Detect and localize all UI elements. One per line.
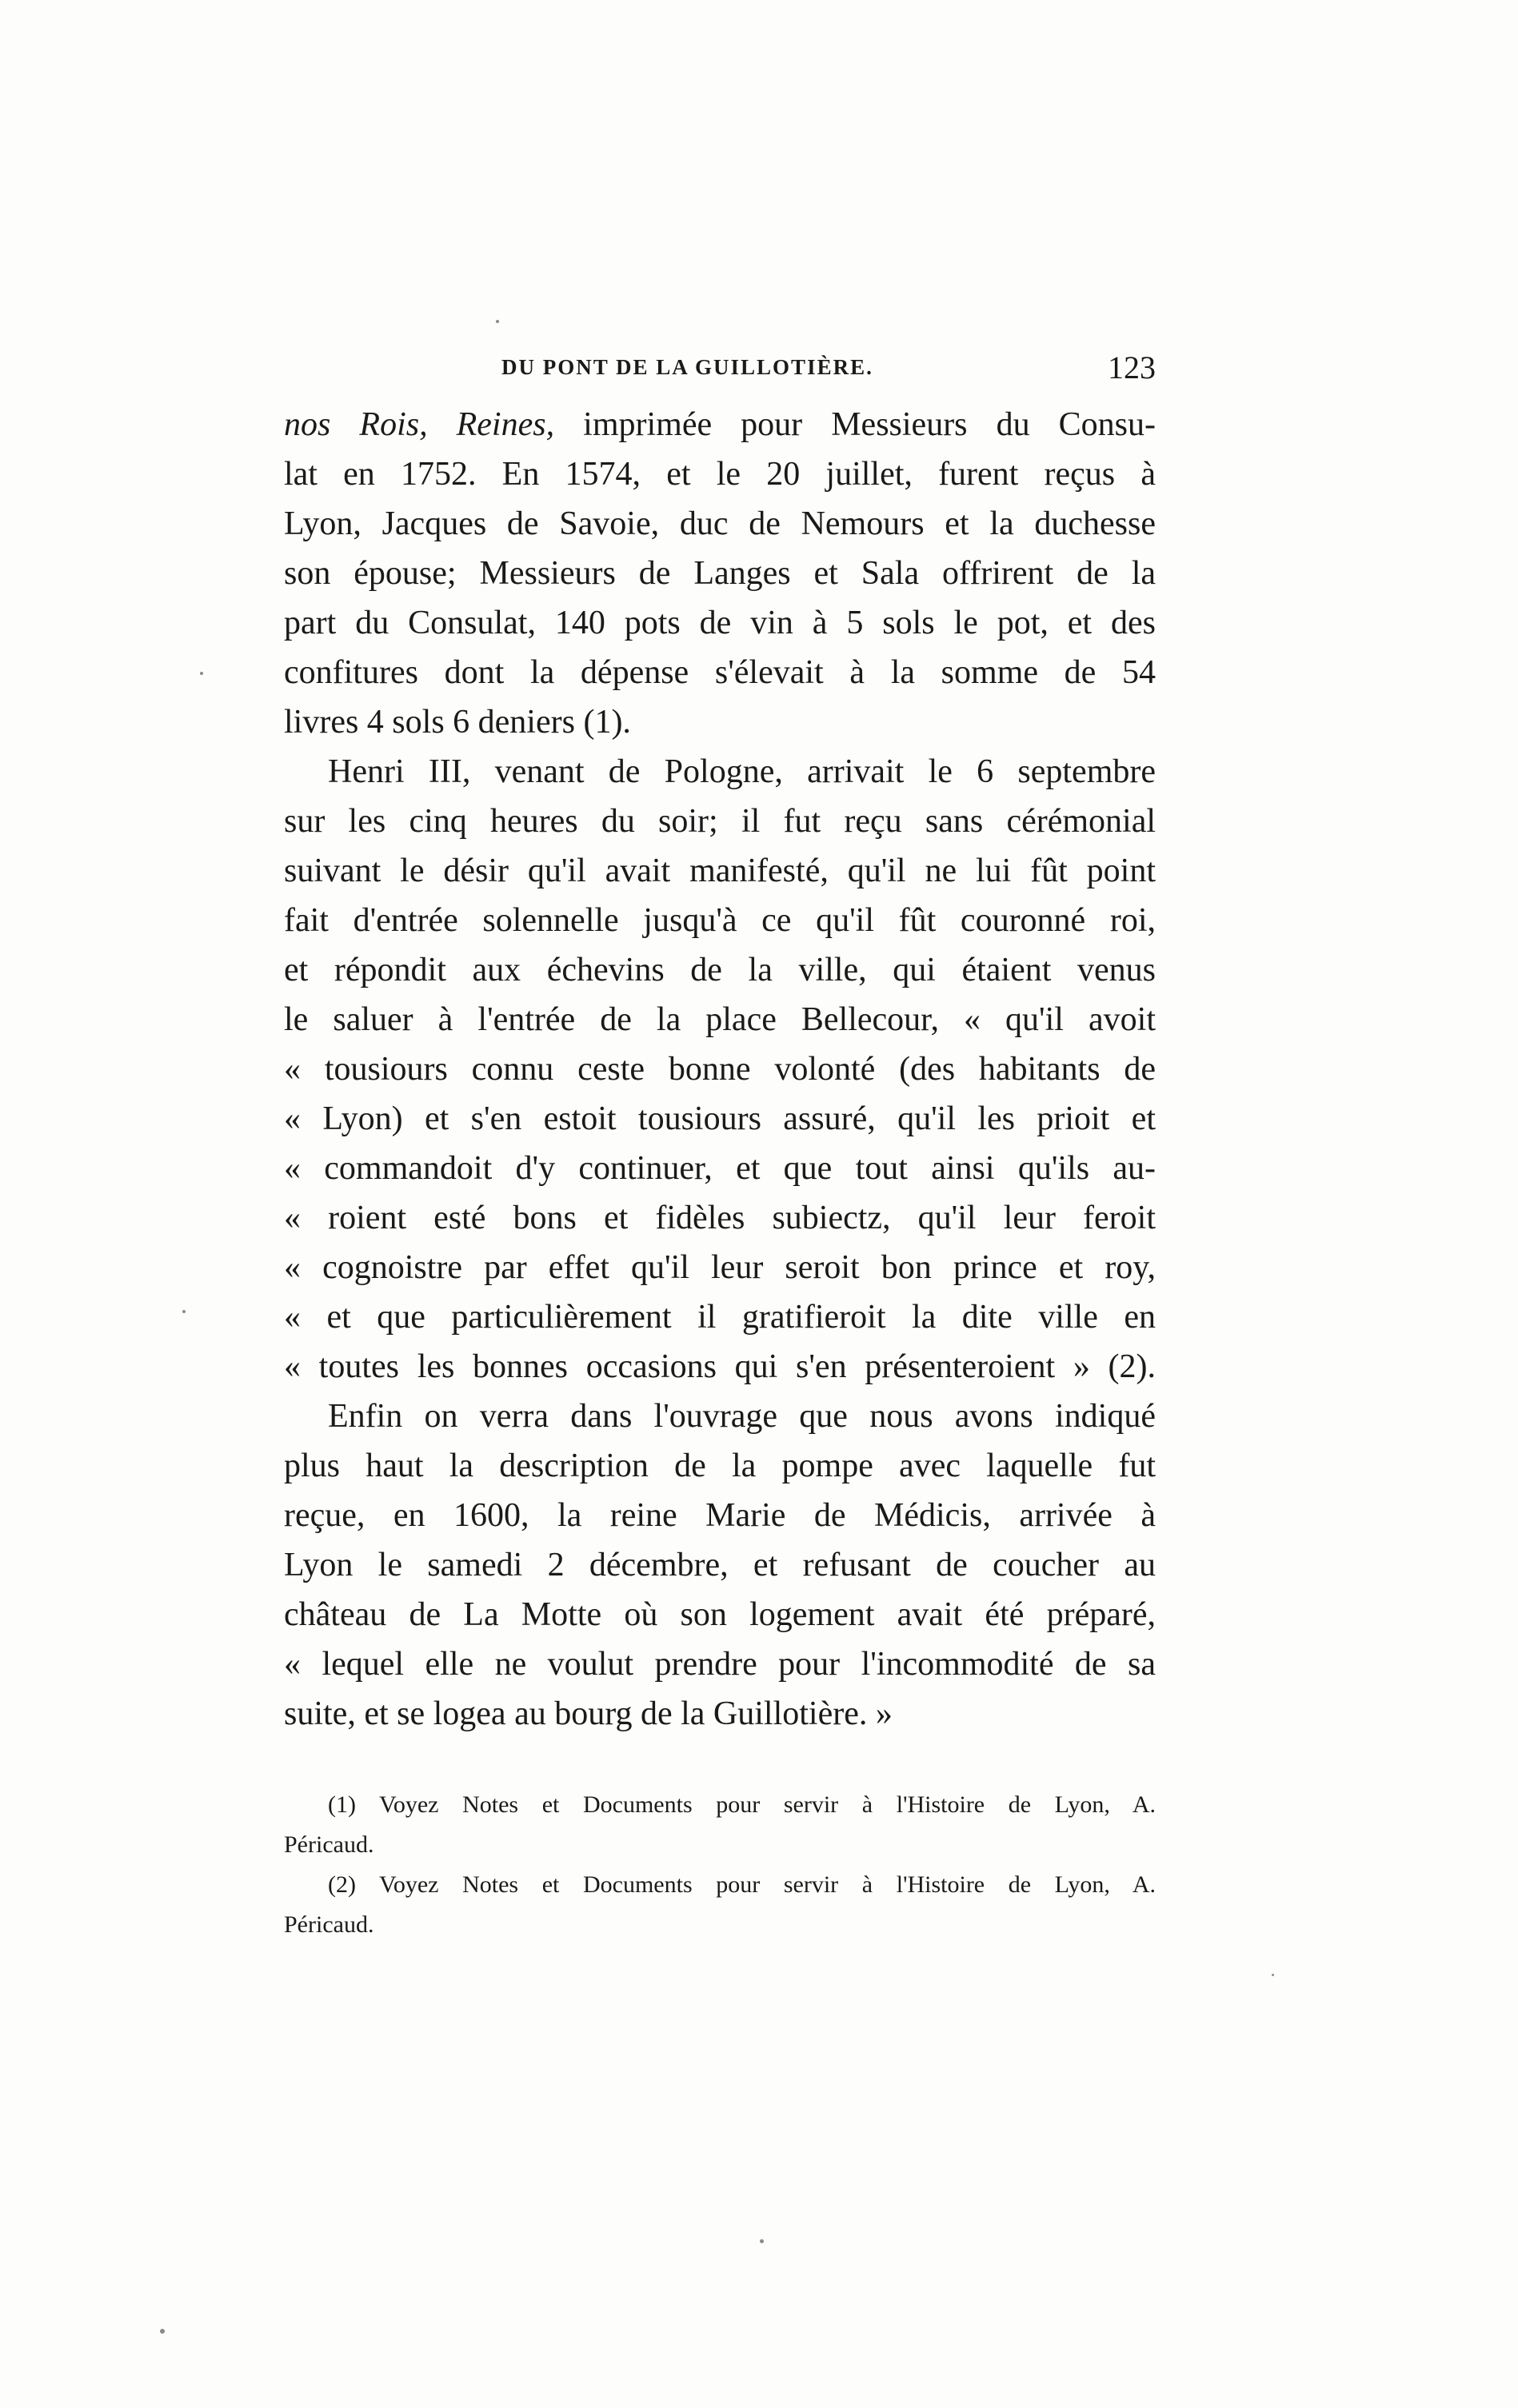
text-line: fait d'entrée solennelle jusqu'à ce qu'il fût couronné roi,: [284, 902, 1156, 939]
text-line: part du Consulat, 140 pots de vin à 5 sols le pot, et des: [284, 605, 1156, 641]
text-line: château de La Motte où son logement avait été préparé,: [284, 1596, 1156, 1633]
footnotes: [284, 1785, 1156, 1945]
text-line: Lyon, Jacques de Savoie, duc de Nemours et la duchesse: [284, 505, 1156, 542]
text-line: nos Rois, Reines, imprimée pour Messieurs du Consu-: [284, 406, 1156, 443]
text-line: et répondit aux échevins de la ville, qui étaient venus: [284, 952, 1156, 988]
text-line: sur les cinq heures du soir; il fut reçu sans cérémonial: [284, 803, 1156, 840]
footnote-line: (2) Voyez Notes et Documents pour servir à l'Histoire de Lyon, A.: [328, 1871, 1156, 1898]
running-title: DU PONT DE LA GUILLOTIÈRE.: [501, 355, 873, 379]
text-line: livres 4 sols 6 deniers (1).: [284, 704, 631, 741]
text-line: « toutes les bonnes occasions qui s'en présenteroient » (2).: [284, 1348, 1156, 1385]
footnote-line: Péricaud.: [284, 1911, 374, 1938]
paper-speck: [496, 320, 499, 323]
paper-speck: [200, 672, 203, 675]
text-line: « Lyon) et s'en estoit tousiours assuré, qu'il les prioit et: [284, 1100, 1156, 1137]
paper-speck: [760, 2239, 764, 2243]
text-line: Enfin on verra dans l'ouvrage que nous avons indiqué: [328, 1398, 1156, 1435]
text-line: « commandoit d'y continuer, et que tout ainsi qu'ils au-: [284, 1150, 1156, 1187]
footnote-line: Péricaud.: [284, 1831, 374, 1858]
paper-speck: [182, 1310, 186, 1313]
text-line: reçue, en 1600, la reine Marie de Médicis, arrivée à: [284, 1497, 1156, 1534]
text-line: suite, et se logea au bourg de la Guillotière. »: [284, 1695, 893, 1732]
text-line: le saluer à l'entrée de la place Bellecour, « qu'il avoit: [284, 1001, 1156, 1038]
main-text: [284, 400, 1156, 1739]
text-line: « et que particulièrement il gratifieroit la dite ville en: [284, 1299, 1156, 1336]
text-line: plus haut la description de la pompe avec laquelle fut: [284, 1448, 1156, 1484]
footnote-line: (1) Voyez Notes et Documents pour servir à l'Histoire de Lyon, A.: [328, 1791, 1156, 1818]
text-line: Henri III, venant de Pologne, arrivait le 6 septembre: [328, 753, 1156, 790]
italic-title-run: nos Rois, Reines,: [284, 406, 555, 443]
running-head: [284, 349, 1156, 397]
text-line: « lequel elle ne voulut prendre pour l'incommodité de sa: [284, 1646, 1156, 1683]
paper-speck: [1272, 1974, 1274, 1976]
text-line: son épouse; Messieurs de Langes et Sala offrirent de la: [284, 555, 1156, 592]
text-line: confitures dont la dépense s'élevait à la somme de 54: [284, 654, 1156, 691]
paper-speck: [160, 2329, 165, 2334]
text-line: « tousiours connu ceste bonne volonté (des habitants de: [284, 1051, 1156, 1088]
text-line: « cognoistre par effet qu'il leur seroit bon prince et roy,: [284, 1249, 1156, 1286]
text-line: Lyon le samedi 2 décembre, et refusant de coucher au: [284, 1547, 1156, 1583]
text-line: lat en 1752. En 1574, et le 20 juillet, furent reçus à: [284, 456, 1156, 493]
page-number: 123: [1108, 349, 1156, 385]
text-line: suivant le désir qu'il avait manifesté, qu'il ne lui fût point: [284, 853, 1156, 889]
text-line: « roient esté bons et fidèles subiectz, qu'il leur feroit: [284, 1200, 1156, 1236]
